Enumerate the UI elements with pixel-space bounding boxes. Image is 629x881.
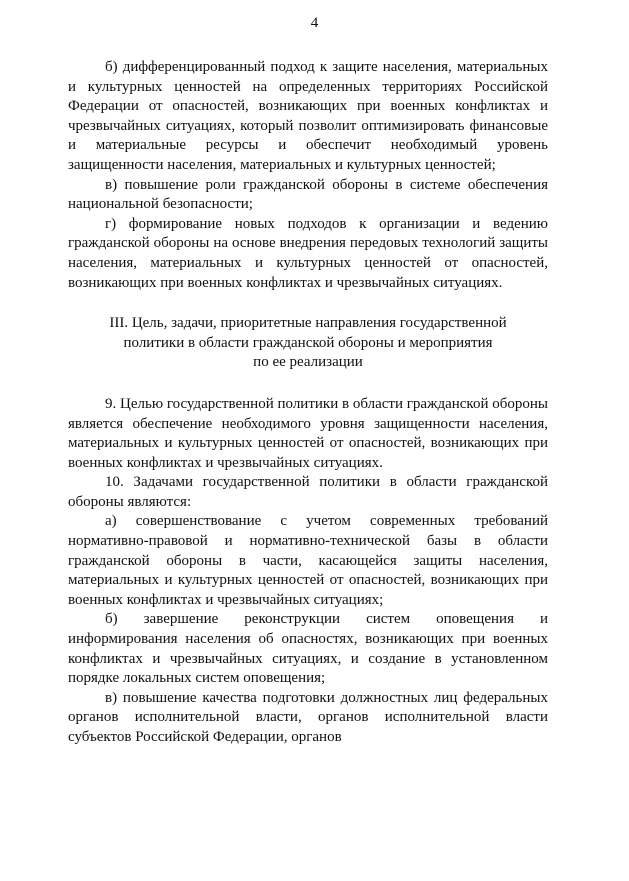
paragraph-item-g: г) формирование новых подходов к организации и ведению гражданской обороны на основе внедрения передовых технологий защиты населения, материальных и культурных ценностей от опасностей, возникающих при военных конфликтах и чрезвычайных ситуациях.: [68, 215, 548, 291]
section-heading: [68, 314, 548, 373]
paragraph-item-b2: б) завершение реконструкции систем оповещения и информирования населения об опасностях, возникающих при военных конфликтах и чрезвычайных ситуациях, и создание в установленном порядке локальных систем оповещения;: [68, 611, 548, 687]
paragraph-item-v2: в) повышение качества подготовки должностных лиц федеральных органов исполнительной власти, органов исполнительной власти субъектов Российской Федерации, органов: [68, 689, 548, 745]
paragraph-10: 10. Задачами государственной политики в области гражданской обороны являются:: [68, 474, 548, 510]
section-heading-line: III. Цель, задачи, приоритетные направления государственной: [109, 315, 507, 332]
paragraph-item-b: б) дифференцированный подход к защите населения, материальных и культурных ценностей на определенных территориях Российской Федерации от опасностей, возникающих при военных конфликтах и чрезвычайных ситуациях, который позволит оптимизировать финансовые и материальные ресурсы и обеспечит необходимый уровень защищенности населения, материальных и культурных ценностей;: [68, 59, 548, 173]
paragraph-9: 9. Целью государственной политики в области гражданской обороны является обеспечение необходимого уровня защищенности населения, материальных и культурных ценностей от опасностей, возникающих при военных конфликтах и чрезвычайных ситуациях.: [68, 395, 548, 471]
paragraph-item-v: в) повышение роли гражданской обороны в системе обеспечения национальной безопасности;: [68, 176, 548, 213]
paragraph-item-a: а) совершенствование с учетом современных требований нормативно-правовой и нормативно-технической базы в области гражданской обороны в части, касающейся защиты населения, материальных и культурных ценностей от опасностей, возникающих при военных конфликтах и чрезвычайных ситуациях;: [68, 513, 548, 608]
page-number: 4: [310, 15, 319, 31]
section-heading-line: политики в области гражданской обороны и мероприятия: [123, 334, 493, 351]
document-body: [68, 58, 548, 748]
section-heading-line: по ее реализации: [253, 354, 363, 371]
